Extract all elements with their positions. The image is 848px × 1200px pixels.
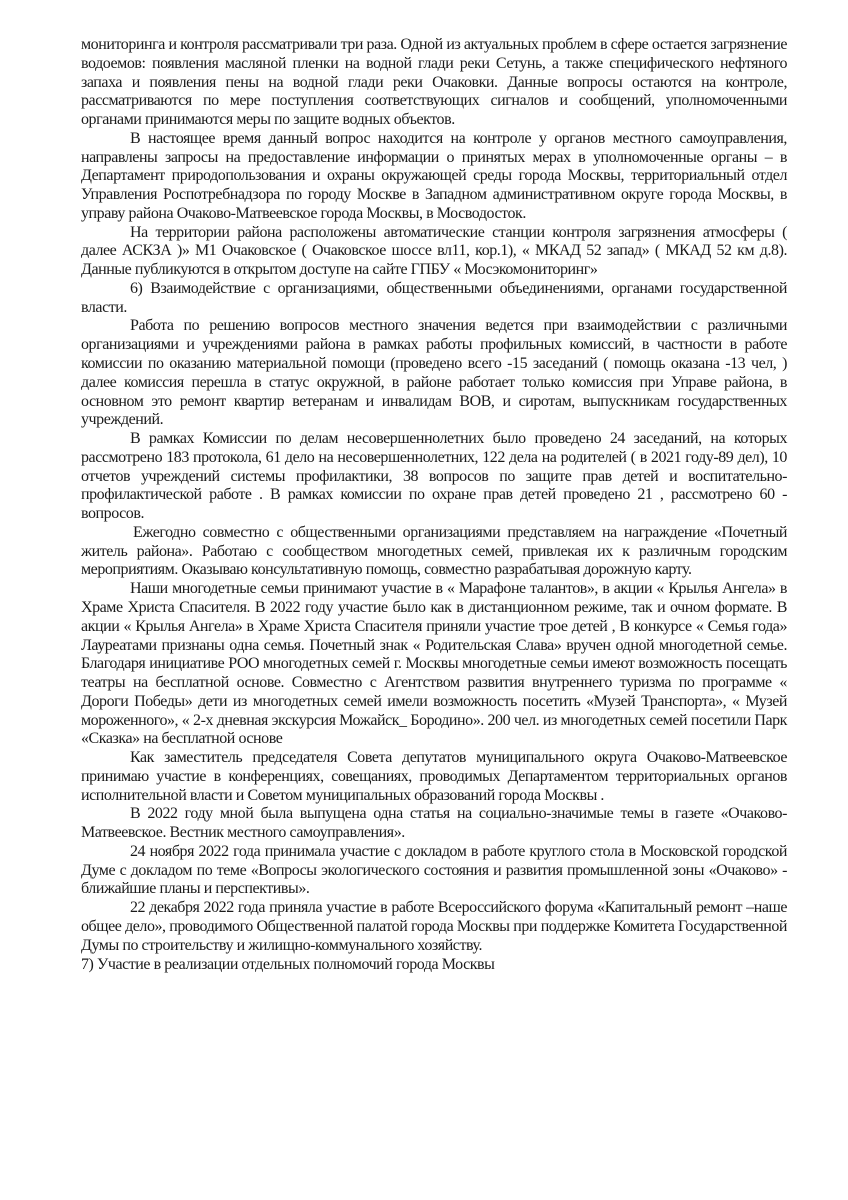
paragraph-large-families: Наши многодетные семьи принимают участие в « Марафоне талантов», в акции « Крылья Ангела» в Храме Христа Спасителя. В 2022 году участие было как в дистанционном режиме, так и очном формате. В акции « Крылья Ангела» в Храме Христа Спасителя приняли участие трое детей , В конкурсе « Семья года» Лауреатами признаны одна семья. Почетный знак « Родительская Слава» вручен одной многодетной семье. Благодаря инициативе РОО многодетных семей г. Москвы многодетные семьи имеют возможность посещать театры на бесплатной основе. Совместно с Агентством развития внутреннего туризма по программе « Дороги Победы» дети из многодетных семей имели возможность посетить «Музей Транспорта», « Музей мороженного», « 2-х дневная экскурсия Можайск_ Бородино». 200 чел. из многодетных семей посетили Парк «Сказка» на бесплатной основе — [81, 580, 787, 748]
document-page — [81, 36, 787, 974]
paragraph-air-stations: На территории района расположены автоматические станции контроля загрязнения атмосферы ( далее АСКЗА )» М1 Очаковское ( Очаковское шоссе вл11, кор.1), « МКАД 52 запад» ( МКАД 52 км д.8). Данные публикуются в открытом доступе на сайте ГПБУ « Мосэкомониторинг» — [81, 223, 787, 279]
paragraph-newspaper-article: В 2022 году мной была выпущена одна статья на социально-значимые темы в газете «Очаково-Матвеевское. Вестник местного самоуправления». — [81, 805, 787, 842]
paragraph-deputy-chair: Как заместитель председателя Совета депутатов муниципального округа Очаково-Матвеевское принимаю участие в конференциях, совещаниях, проводимых Департаментом территориальных органов исполнительной власти и Советом муниципальных образований города Москвы . — [81, 749, 787, 804]
paragraph-minors-commission: В рамках Комиссии по делам несовершеннолетних было проведено 24 заседаний, на которых рассмотрено 183 протокола, 61 дело на несовершеннолетних, 122 дела на родителей ( в 2021 году-89 дел), 10 отчетов учреждений системы профилактики, 38 вопросов по защите прав детей и воспитательно- профилактической работе . В рамках комиссии по охране прав детей проведено 21 , рассмотрено 60 - вопросов. — [81, 430, 787, 523]
paragraph-capital-repair-forum: 22 декабря 2022 года приняла участие в работе Всероссийского форума «Капитальный ремонт –наше общее дело», проводимого Общественной палатой города Москвы при поддержке Комитета Государственной Думы по строительству и жилищно-коммунального хозяйству. — [81, 899, 787, 954]
paragraph-local-issues-work: Работа по решению вопросов местного значения ведется при взаимодействии с различными организациями и учреждениями района в рамках работы профильных комиссий, в частности в работе комиссии по оказанию материальной помощи (проведено всего -15 заседаний ( помощь оказана -13 чел, ) далее комиссия перешла в статус окружной, в районе работает только комиссия при Управе района, в основном это ремонт квартир ветеранам и инвалидам ВОВ, и сиротам, выпускникам государственных учреждений. — [81, 317, 787, 429]
paragraph-control-requests: В настоящее время данный вопрос находится на контроле у органов местного самоуправления, направлены запросы на предоставление информации о принятых мерах в уполномоченные органы – в Департамент природопользования и охраны окружающей среды города Москвы, территориальный отдел Управления Роспотребнадзора по городу Москве в Западном административном округе города Москвы, в управу района Очаково-Матвеевское города Москвы, в Мосводосток. — [81, 129, 787, 222]
paragraph-honorary-resident: Ежегодно совместно с общественными организациями представляем на награждение «Почетный житель района». Работаю с сообществом многодетных семей, привлекая их к различным городским мероприятиям. Оказываю консультативную помощь, совместно разрабатывая дорожную карту. — [81, 523, 787, 579]
section-6-heading: 6) Взаимодействие с организациями, общественными объединениями, органами государственной власти. — [81, 279, 787, 316]
section-7-heading: 7) Участие в реализации отдельных полномочий города Москвы — [81, 955, 495, 973]
paragraph-city-duma-roundtable: 24 ноября 2022 года принимала участие с докладом в работе круглого стола в Московской городской Думе с докладом по теме «Вопросы экологического состояния и развития промышленной зоны «Очаково» - ближайшие планы и перспективы». — [81, 842, 787, 898]
paragraph-water-pollution: мониторинга и контроля рассматривали три раза. Одной из актуальных проблем в сфере остается загрязнение водоемов: появления масляной пленки на водной глади реки Сетунь, а также специфического нефтяного запаха и появления пены на водной глади реки Очаковки. Данные вопросы остаются на контроле, рассматриваются по мере поступления соответствующих сигналов и сообщений, уполномоченными органами принимаются меры по защите водных объектов. — [81, 36, 787, 129]
